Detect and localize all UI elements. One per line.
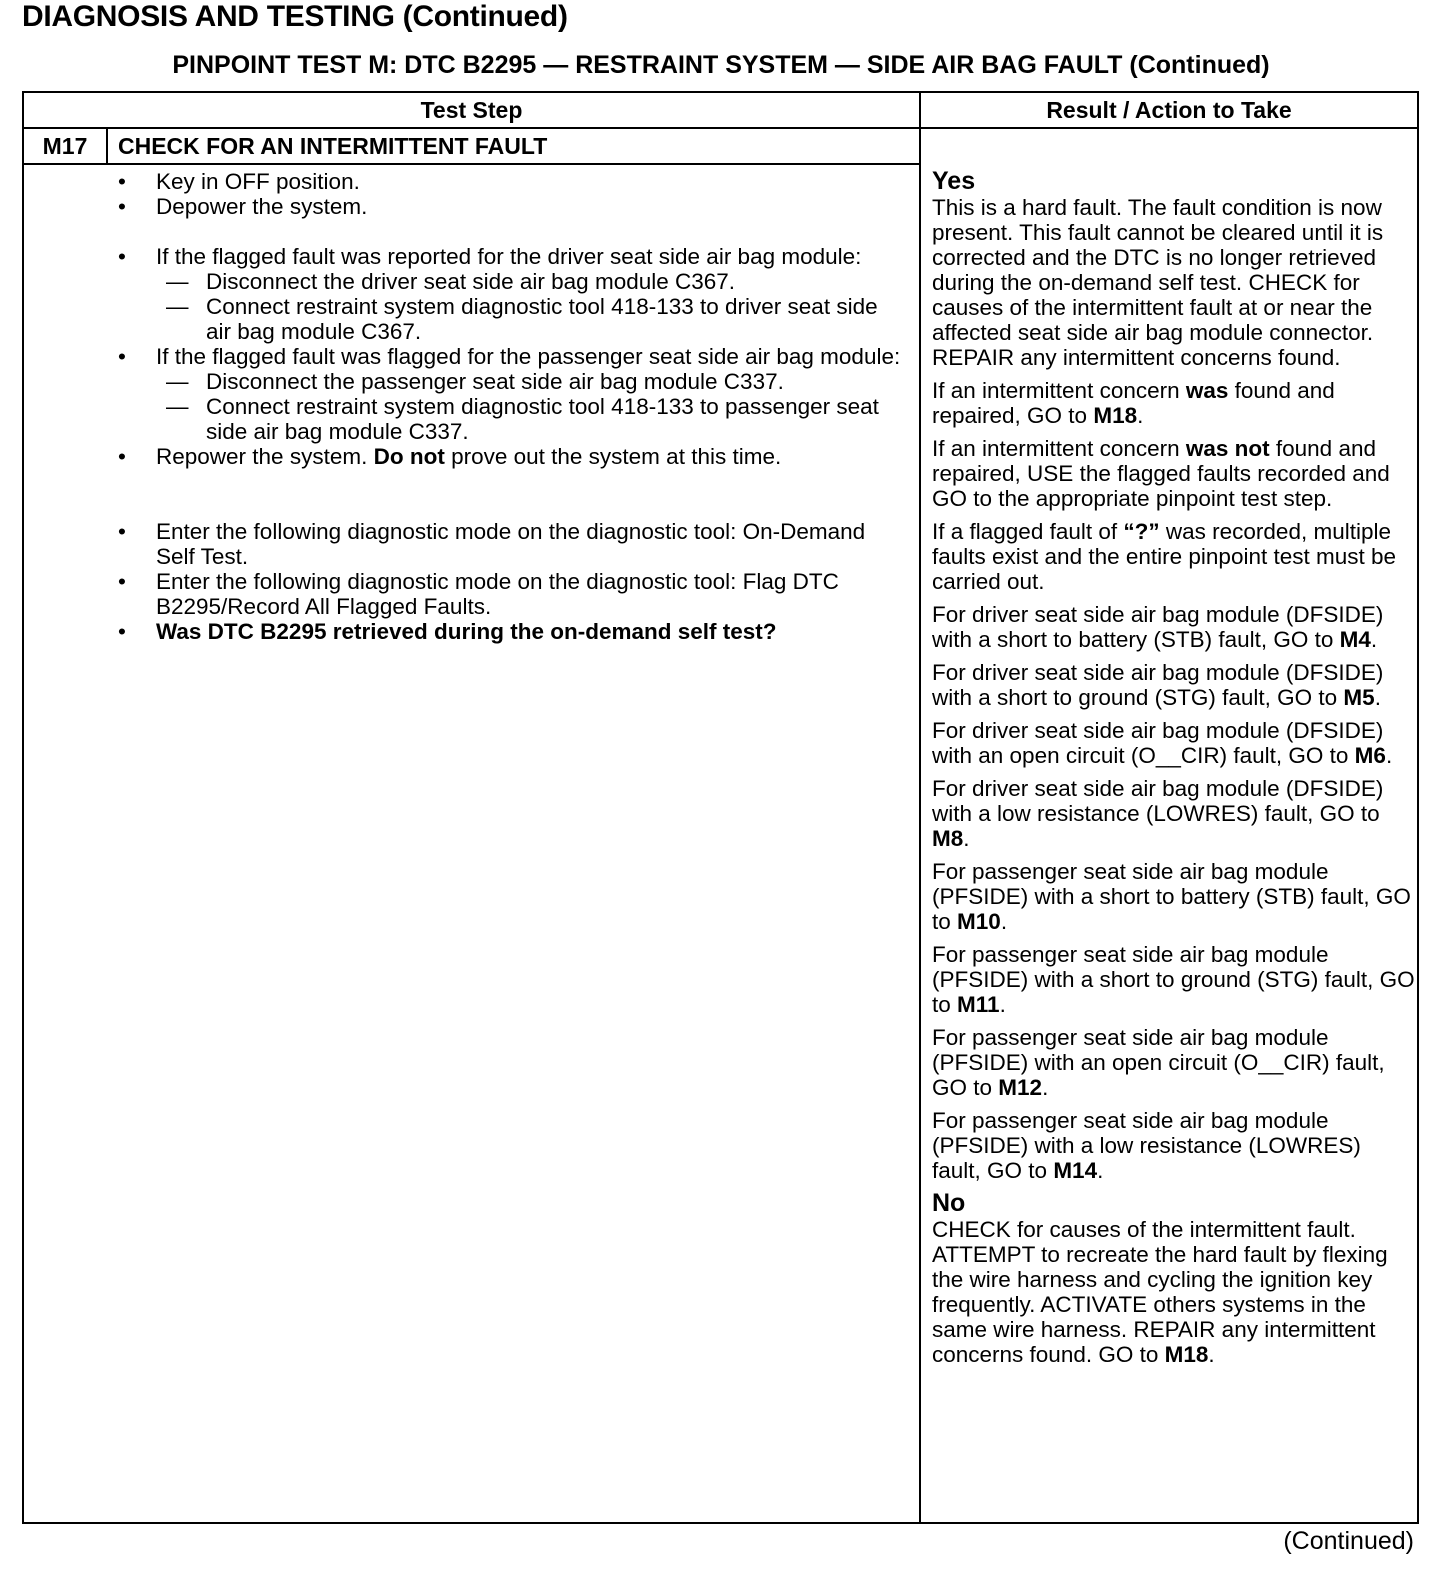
step-number: M17 [42,133,88,159]
result-paragraph: For driver seat side air bag module (DFSIDE) with a short to battery (STB) fault, GO to M4. [932,602,1384,652]
step-bullet: • Enter the following diagnostic mode on the diagnostic tool: Flag DTC B2295/Record All Flagged Faults. [104,569,904,619]
step-bullet: • Key in OFF position. [104,169,904,194]
column-divider [919,93,921,1522]
result-paragraph: For driver seat side air bag module (DFSIDE) with an open circuit (O__CIR) fault, GO to M6. [932,718,1393,768]
result-paragraph: For passenger seat side air bag module (PFSIDE) with a low resistance (LOWRES) fault, GO to M14. [932,1108,1361,1183]
step-title-divider [24,163,919,165]
result-paragraph: For driver seat side air bag module (DFSIDE) with a low resistance (LOWRES) fault, GO to M8. [932,776,1384,851]
step-bullet: • Repower the system. Do not prove out the system at this time. [104,444,904,469]
result-paragraph: For passenger seat side air bag module (PFSIDE) with a short to ground (STG) fault, GO to M11. [932,942,1415,1017]
step-sub-item: — Disconnect the driver seat side air bag module C367. [104,269,904,294]
step-sub-item: — Disconnect the passenger seat side air bag module C337. [104,369,904,394]
pinpoint-test-title: PINPOINT TEST M: DTC B2295 — RESTRAINT SYSTEM — SIDE AIR BAG FAULT (Continued) [172,51,1270,79]
result-paragraph: For passenger seat side air bag module (PFSIDE) with an open circuit (O__CIR) fault, GO to M12. [932,1025,1385,1100]
step-sub-item: — Connect restraint system diagnostic tool 418-133 to driver seat side air bag module C367. [104,294,904,344]
result-paragraph: If an intermittent concern was not found and repaired, USE the flagged faults recorded and GO to the appropriate pinpoint test step. [932,436,1390,511]
result-paragraph: If an intermittent concern was found and repaired, GO to M18. [932,378,1335,428]
step-bullet: • Depower the system. [104,194,904,219]
no-label: No [932,1189,966,1217]
result-paragraph: For passenger seat side air bag module (PFSIDE) with a short to battery (STB) fault, GO to M10. [932,859,1411,934]
pinpoint-test-table [22,91,1419,1524]
yes-text: This is a hard fault. The fault condition is now present. This fault cannot be cleared until it is corrected and the DTC is no longer retrieved during the on-demand self test. CHECK for causes of the intermittent fault at or near the affected seat side air bag module connector. REPAIR any intermittent concerns found. [932,195,1384,370]
result-actions [932,169,1415,1375]
yes-label: Yes [932,167,976,195]
test-step-header: Test Step [420,97,523,123]
continued-note: (Continued) [1283,1527,1414,1555]
no-text: CHECK for causes of the intermittent fault. ATTEMPT to recreate the hard fault by flexing the wire harness and cycling the ignition key frequently. ACTIVATE others systems in the same wire harness. REPAIR any intermittent concerns found. GO to M18. [932,1217,1388,1367]
test-step-instructions [104,169,904,644]
step-bullet: • Enter the following diagnostic mode on the diagnostic tool: On-Demand Self Test. [104,519,904,569]
result-paragraph: If a flagged fault of “?” was recorded, multiple faults exist and the entire pinpoint test must be carried out. [932,519,1397,594]
step-number-divider [106,127,108,163]
step-question: • Was DTC B2295 retrieved during the on-demand self test? [104,619,904,644]
page-title: DIAGNOSIS AND TESTING (Continued) [22,0,568,33]
step-bullet: • If the flagged fault was flagged for the passenger seat side air bag module: [104,344,904,369]
step-bullet: • If the flagged fault was reported for the driver seat side air bag module: [104,244,904,269]
step-sub-item: — Connect restraint system diagnostic tool 418-133 to passenger seat side air bag module C337. [104,394,904,444]
result-action-header: Result / Action to Take [1046,97,1292,123]
result-paragraph: For driver seat side air bag module (DFSIDE) with a short to ground (STG) fault, GO to M5. [932,660,1384,710]
step-title: CHECK FOR AN INTERMITTENT FAULT [118,133,548,159]
